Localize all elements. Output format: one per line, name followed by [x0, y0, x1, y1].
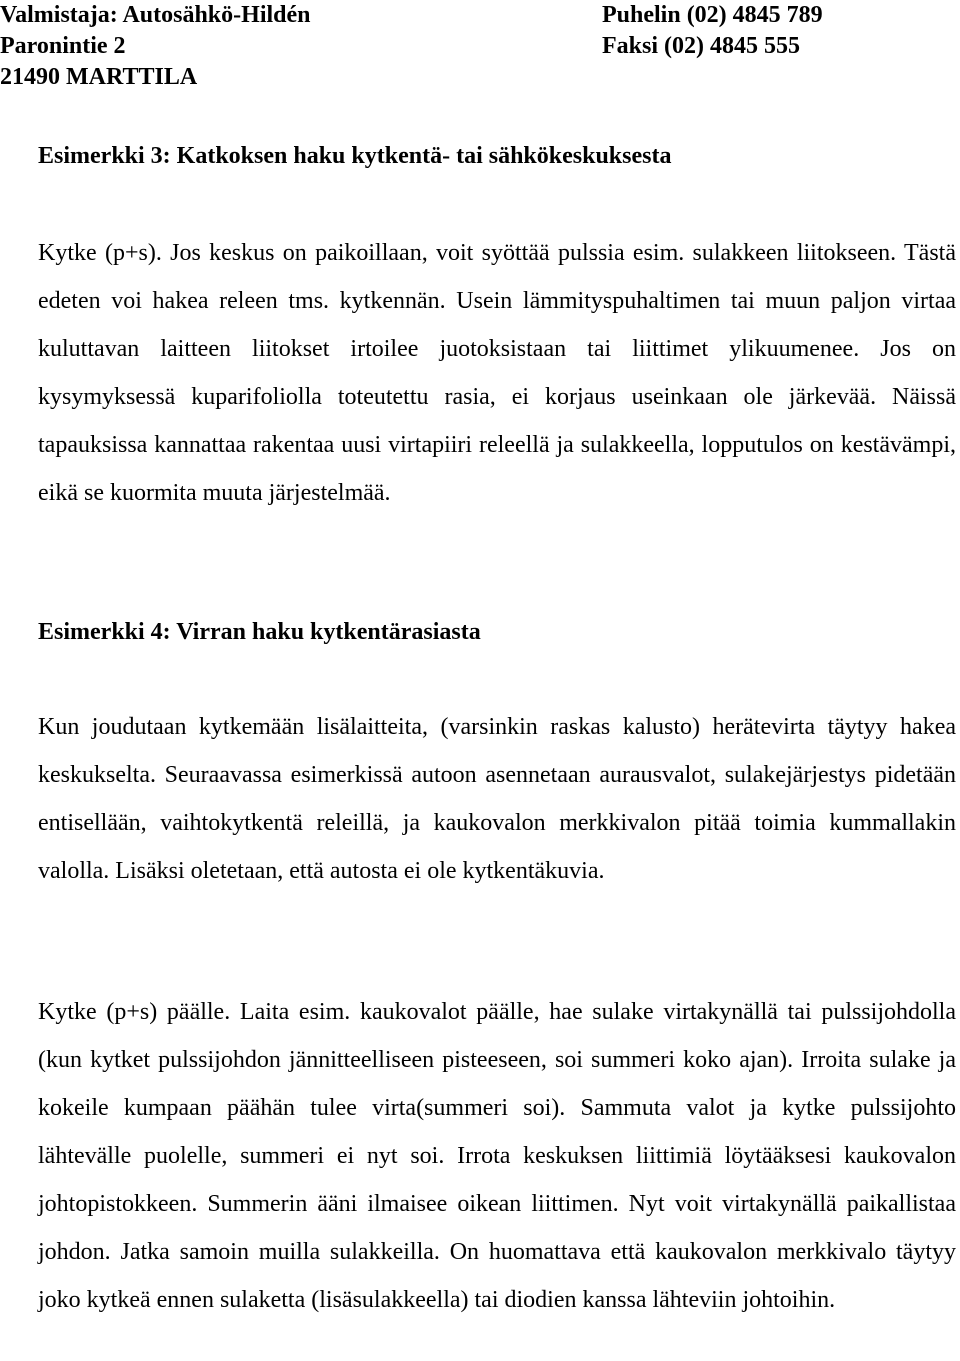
- example4-paragraph: Kun joudutaan kytkemään lisälaitteita, (varsinkin raskas kalusto) herätevirta täytyy hakea keskukselta. Seuraavassa esimerkissä autoon asennetaan aurausvalot, sulakejärjestys pidetään entisellään, vaihtokytkentä releillä, ja kaukovalon merkkivalon pitää toimia kummallakin valolla. Lisäksi oletetaan, että autosta ei ole kytkentäkuvia.: [38, 714, 956, 884]
- fax-number: Faksi (02) 4845 555: [602, 33, 800, 59]
- street-address: Paronintie 2: [0, 33, 126, 59]
- example4-heading: Esimerkki 4: Virran haku kytkentärasiasta: [38, 619, 481, 645]
- example3-paragraph: Kytke (p+s). Jos keskus on paikoillaan, voit syöttää pulssia esim. sulakkeen liitokseen. Tästä edeten voi hakea releen tms. kytkennän. Usein lämmityspuhaltimen tai muun paljon virtaa kuluttavan laitteen liitokset irtoilee juotoksistaan tai liittimet ylikuumenee. Jos on kysymyksessä kuparifoliolla toteutettu rasia, ei korjaus useinkaan ole järkevää. Näissä tapauksissa kannattaa rakentaa uusi virtapiiri releellä ja sulakkeella, lopputulos on kestävämpi, eikä se kuormita muuta järjestelmää.: [38, 240, 956, 506]
- instructions-paragraph: Kytke (p+s) päälle. Laita esim. kaukovalot päälle, hae sulake virtakynällä tai pulssijohdolla (kun kytket pulssijohdon jännitteelliseen pisteeseen, soi summeri koko ajan). Irroita sulake ja kokeile kumpaan päähän tulee virta(summeri soi). Sammuta valot ja kytke pulssijohto lähtevälle puolelle, summeri ei nyt soi. Irrota keskuksen liittimiä löytääksesi kaukovalon johtopistokkeen. Summerin ääni ilmaisee oikean liittimen. Nyt voit virtakynällä paikallistaa johdon. Jatka samoin muilla sulakkeilla. On huomattava että kaukovalon merkkivalo täytyy joko kytkeä ennen sulaketta (lisäsulakkeella) tai diodien kanssa lähteviin johtoihin.: [38, 999, 956, 1313]
- postal-city: 21490 MARTTILA: [0, 64, 198, 90]
- manufacturer-name: Valmistaja: Autosähkö-Hildén: [0, 2, 311, 28]
- example3-heading: Esimerkki 3: Katkoksen haku kytkentä- tai sähkökeskuksesta: [38, 143, 672, 169]
- phone-number: Puhelin (02) 4845 789: [602, 2, 823, 28]
